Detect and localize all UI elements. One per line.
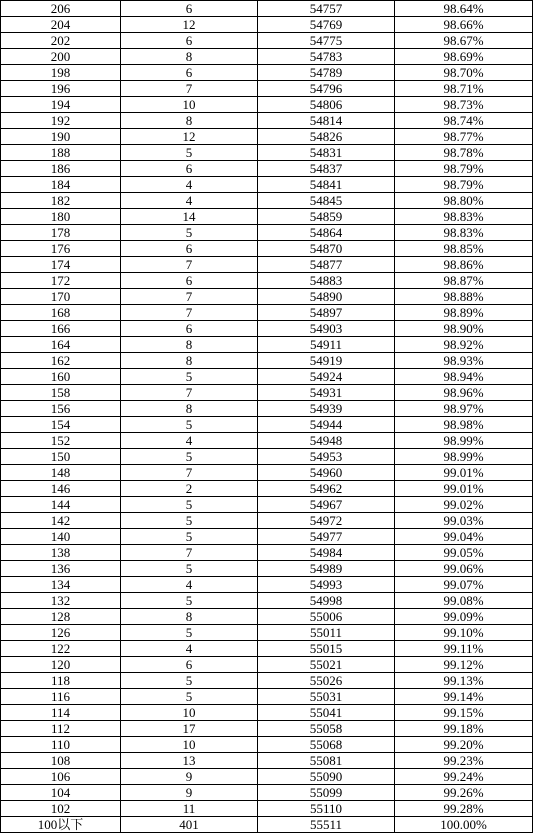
cumulative-count-cell: 54877 bbox=[258, 257, 395, 273]
count-cell: 12 bbox=[121, 129, 258, 145]
cumulative-percent-cell: 98.87% bbox=[395, 273, 533, 289]
score-cell: 168 bbox=[1, 305, 121, 321]
table-row bbox=[1, 353, 533, 369]
score-cell: 166 bbox=[1, 321, 121, 337]
count-cell: 7 bbox=[121, 257, 258, 273]
cumulative-percent-cell: 99.11% bbox=[395, 641, 533, 657]
cumulative-count-cell: 54989 bbox=[258, 561, 395, 577]
cumulative-count-cell: 55011 bbox=[258, 625, 395, 641]
score-cell: 202 bbox=[1, 33, 121, 49]
score-cell: 204 bbox=[1, 17, 121, 33]
table-row bbox=[1, 241, 533, 257]
score-cell: 176 bbox=[1, 241, 121, 257]
cumulative-percent-cell: 99.28% bbox=[395, 801, 533, 817]
cumulative-percent-cell: 98.79% bbox=[395, 161, 533, 177]
score-cell: 134 bbox=[1, 577, 121, 593]
cumulative-count-cell: 54757 bbox=[258, 1, 395, 17]
count-cell: 8 bbox=[121, 609, 258, 625]
cumulative-percent-cell: 99.13% bbox=[395, 673, 533, 689]
score-cell: 206 bbox=[1, 1, 121, 17]
table-row bbox=[1, 145, 533, 161]
count-cell: 12 bbox=[121, 17, 258, 33]
cumulative-count-cell: 55099 bbox=[258, 785, 395, 801]
cumulative-count-cell: 54977 bbox=[258, 529, 395, 545]
count-cell: 6 bbox=[121, 657, 258, 673]
cumulative-count-cell: 55068 bbox=[258, 737, 395, 753]
cumulative-count-cell: 54998 bbox=[258, 593, 395, 609]
count-cell: 5 bbox=[121, 593, 258, 609]
score-cell: 122 bbox=[1, 641, 121, 657]
cumulative-percent-cell: 99.04% bbox=[395, 529, 533, 545]
cumulative-count-cell: 55110 bbox=[258, 801, 395, 817]
count-cell: 5 bbox=[121, 673, 258, 689]
count-cell: 8 bbox=[121, 337, 258, 353]
count-cell: 7 bbox=[121, 289, 258, 305]
table-row bbox=[1, 129, 533, 145]
cumulative-count-cell: 54984 bbox=[258, 545, 395, 561]
cumulative-percent-cell: 99.14% bbox=[395, 689, 533, 705]
count-cell: 5 bbox=[121, 417, 258, 433]
cumulative-count-cell: 54845 bbox=[258, 193, 395, 209]
cumulative-percent-cell: 99.20% bbox=[395, 737, 533, 753]
score-cell: 132 bbox=[1, 593, 121, 609]
cumulative-count-cell: 55041 bbox=[258, 705, 395, 721]
score-cell: 186 bbox=[1, 161, 121, 177]
table-row bbox=[1, 225, 533, 241]
table-row bbox=[1, 689, 533, 705]
count-cell: 5 bbox=[121, 625, 258, 641]
cumulative-count-cell: 54890 bbox=[258, 289, 395, 305]
count-cell: 6 bbox=[121, 321, 258, 337]
cumulative-percent-cell: 98.99% bbox=[395, 433, 533, 449]
cumulative-percent-cell: 98.93% bbox=[395, 353, 533, 369]
cumulative-percent-cell: 98.99% bbox=[395, 449, 533, 465]
count-cell: 5 bbox=[121, 145, 258, 161]
cumulative-count-cell: 55090 bbox=[258, 769, 395, 785]
score-cell: 196 bbox=[1, 81, 121, 97]
cumulative-count-cell: 54919 bbox=[258, 353, 395, 369]
cumulative-count-cell: 54831 bbox=[258, 145, 395, 161]
count-cell: 5 bbox=[121, 513, 258, 529]
count-cell: 6 bbox=[121, 1, 258, 17]
table-row bbox=[1, 465, 533, 481]
cumulative-count-cell: 54789 bbox=[258, 65, 395, 81]
table-row bbox=[1, 273, 533, 289]
count-cell: 6 bbox=[121, 33, 258, 49]
cumulative-percent-cell: 98.77% bbox=[395, 129, 533, 145]
cumulative-count-cell: 55511 bbox=[258, 817, 395, 833]
count-cell: 13 bbox=[121, 753, 258, 769]
table-row bbox=[1, 721, 533, 737]
score-cell: 178 bbox=[1, 225, 121, 241]
cumulative-count-cell: 55006 bbox=[258, 609, 395, 625]
cumulative-percent-cell: 98.67% bbox=[395, 33, 533, 49]
score-cell: 108 bbox=[1, 753, 121, 769]
table-row bbox=[1, 641, 533, 657]
score-cell: 174 bbox=[1, 257, 121, 273]
cumulative-percent-cell: 98.98% bbox=[395, 417, 533, 433]
score-cell: 112 bbox=[1, 721, 121, 737]
cumulative-count-cell: 55031 bbox=[258, 689, 395, 705]
table-row bbox=[1, 481, 533, 497]
table-row bbox=[1, 817, 533, 833]
cumulative-percent-cell: 98.74% bbox=[395, 113, 533, 129]
score-cell: 140 bbox=[1, 529, 121, 545]
cumulative-percent-cell: 98.92% bbox=[395, 337, 533, 353]
table-row bbox=[1, 529, 533, 545]
count-cell: 8 bbox=[121, 353, 258, 369]
cumulative-percent-cell: 99.08% bbox=[395, 593, 533, 609]
table-row bbox=[1, 17, 533, 33]
count-cell: 2 bbox=[121, 481, 258, 497]
table-row bbox=[1, 593, 533, 609]
count-cell: 5 bbox=[121, 369, 258, 385]
table-row bbox=[1, 369, 533, 385]
score-cell: 114 bbox=[1, 705, 121, 721]
cumulative-count-cell: 54859 bbox=[258, 209, 395, 225]
table-row bbox=[1, 705, 533, 721]
cumulative-count-cell: 54931 bbox=[258, 385, 395, 401]
cumulative-count-cell: 54939 bbox=[258, 401, 395, 417]
score-cell: 184 bbox=[1, 177, 121, 193]
table-row bbox=[1, 737, 533, 753]
table-row bbox=[1, 657, 533, 673]
table-row bbox=[1, 177, 533, 193]
cumulative-count-cell: 55015 bbox=[258, 641, 395, 657]
table-row bbox=[1, 417, 533, 433]
cumulative-count-cell: 54948 bbox=[258, 433, 395, 449]
cumulative-percent-cell: 98.94% bbox=[395, 369, 533, 385]
count-cell: 8 bbox=[121, 113, 258, 129]
score-cell: 116 bbox=[1, 689, 121, 705]
cumulative-percent-cell: 99.02% bbox=[395, 497, 533, 513]
count-cell: 8 bbox=[121, 401, 258, 417]
cumulative-percent-cell: 99.09% bbox=[395, 609, 533, 625]
score-cell: 146 bbox=[1, 481, 121, 497]
cumulative-count-cell: 54837 bbox=[258, 161, 395, 177]
cumulative-percent-cell: 98.66% bbox=[395, 17, 533, 33]
table-row bbox=[1, 337, 533, 353]
cumulative-percent-cell: 98.73% bbox=[395, 97, 533, 113]
count-cell: 7 bbox=[121, 81, 258, 97]
count-cell: 4 bbox=[121, 577, 258, 593]
cumulative-percent-cell: 98.71% bbox=[395, 81, 533, 97]
score-cell: 188 bbox=[1, 145, 121, 161]
cumulative-percent-cell: 98.83% bbox=[395, 209, 533, 225]
cumulative-percent-cell: 99.05% bbox=[395, 545, 533, 561]
table-row bbox=[1, 385, 533, 401]
count-cell: 4 bbox=[121, 193, 258, 209]
count-cell: 5 bbox=[121, 529, 258, 545]
score-cell: 194 bbox=[1, 97, 121, 113]
score-cell: 182 bbox=[1, 193, 121, 209]
score-cell: 192 bbox=[1, 113, 121, 129]
cumulative-percent-cell: 98.85% bbox=[395, 241, 533, 257]
cumulative-percent-cell: 98.79% bbox=[395, 177, 533, 193]
cumulative-count-cell: 54953 bbox=[258, 449, 395, 465]
count-cell: 5 bbox=[121, 449, 258, 465]
table-row bbox=[1, 785, 533, 801]
table-row bbox=[1, 113, 533, 129]
cumulative-percent-cell: 99.01% bbox=[395, 481, 533, 497]
score-cell: 154 bbox=[1, 417, 121, 433]
score-cell: 104 bbox=[1, 785, 121, 801]
cumulative-count-cell: 54775 bbox=[258, 33, 395, 49]
cumulative-percent-cell: 99.01% bbox=[395, 465, 533, 481]
table-row bbox=[1, 97, 533, 113]
cumulative-percent-cell: 98.88% bbox=[395, 289, 533, 305]
cumulative-percent-cell: 98.83% bbox=[395, 225, 533, 241]
table-row bbox=[1, 305, 533, 321]
count-cell: 9 bbox=[121, 785, 258, 801]
cumulative-percent-cell: 98.89% bbox=[395, 305, 533, 321]
score-cell: 180 bbox=[1, 209, 121, 225]
score-cell: 144 bbox=[1, 497, 121, 513]
cumulative-count-cell: 54796 bbox=[258, 81, 395, 97]
cumulative-count-cell: 54883 bbox=[258, 273, 395, 289]
cumulative-percent-cell: 98.80% bbox=[395, 193, 533, 209]
table-row bbox=[1, 753, 533, 769]
count-cell: 17 bbox=[121, 721, 258, 737]
count-cell: 401 bbox=[121, 817, 258, 833]
score-cell: 164 bbox=[1, 337, 121, 353]
count-cell: 5 bbox=[121, 225, 258, 241]
cumulative-count-cell: 54826 bbox=[258, 129, 395, 145]
cumulative-percent-cell: 98.69% bbox=[395, 49, 533, 65]
cumulative-count-cell: 54783 bbox=[258, 49, 395, 65]
count-cell: 7 bbox=[121, 465, 258, 481]
cumulative-percent-cell: 99.07% bbox=[395, 577, 533, 593]
cumulative-percent-cell: 99.12% bbox=[395, 657, 533, 673]
table-row bbox=[1, 161, 533, 177]
cumulative-count-cell: 55058 bbox=[258, 721, 395, 737]
score-cell: 162 bbox=[1, 353, 121, 369]
cumulative-percent-cell: 98.97% bbox=[395, 401, 533, 417]
count-cell: 5 bbox=[121, 689, 258, 705]
count-cell: 4 bbox=[121, 641, 258, 657]
score-cell: 110 bbox=[1, 737, 121, 753]
count-cell: 7 bbox=[121, 305, 258, 321]
table-row bbox=[1, 257, 533, 273]
table-row bbox=[1, 673, 533, 689]
score-cell: 138 bbox=[1, 545, 121, 561]
table-row bbox=[1, 449, 533, 465]
cumulative-count-cell: 54903 bbox=[258, 321, 395, 337]
count-cell: 6 bbox=[121, 273, 258, 289]
cumulative-percent-cell: 99.18% bbox=[395, 721, 533, 737]
cumulative-count-cell: 54870 bbox=[258, 241, 395, 257]
score-cell: 126 bbox=[1, 625, 121, 641]
count-cell: 6 bbox=[121, 241, 258, 257]
count-cell: 14 bbox=[121, 209, 258, 225]
cumulative-count-cell: 54944 bbox=[258, 417, 395, 433]
score-cell: 198 bbox=[1, 65, 121, 81]
cumulative-percent-cell: 98.90% bbox=[395, 321, 533, 337]
table-row bbox=[1, 545, 533, 561]
cumulative-count-cell: 54911 bbox=[258, 337, 395, 353]
table-row bbox=[1, 433, 533, 449]
table-body bbox=[1, 1, 533, 833]
count-cell: 10 bbox=[121, 737, 258, 753]
cumulative-percent-cell: 98.78% bbox=[395, 145, 533, 161]
cumulative-count-cell: 54814 bbox=[258, 113, 395, 129]
score-cell: 128 bbox=[1, 609, 121, 625]
score-cell: 158 bbox=[1, 385, 121, 401]
count-cell: 7 bbox=[121, 545, 258, 561]
table-row bbox=[1, 289, 533, 305]
cumulative-count-cell: 54841 bbox=[258, 177, 395, 193]
score-cell: 136 bbox=[1, 561, 121, 577]
cumulative-percent-cell: 99.24% bbox=[395, 769, 533, 785]
cumulative-percent-cell: 99.23% bbox=[395, 753, 533, 769]
cumulative-percent-cell: 98.70% bbox=[395, 65, 533, 81]
count-cell: 6 bbox=[121, 65, 258, 81]
cumulative-count-cell: 54993 bbox=[258, 577, 395, 593]
count-cell: 5 bbox=[121, 497, 258, 513]
cumulative-count-cell: 54967 bbox=[258, 497, 395, 513]
table-row bbox=[1, 81, 533, 97]
count-cell: 9 bbox=[121, 769, 258, 785]
count-cell: 11 bbox=[121, 801, 258, 817]
cumulative-percent-cell: 99.26% bbox=[395, 785, 533, 801]
table-row bbox=[1, 321, 533, 337]
score-cell: 118 bbox=[1, 673, 121, 689]
table-row bbox=[1, 49, 533, 65]
table-row bbox=[1, 33, 533, 49]
cumulative-percent-cell: 99.15% bbox=[395, 705, 533, 721]
table-row bbox=[1, 801, 533, 817]
table-row bbox=[1, 65, 533, 81]
score-cell: 100以下 bbox=[1, 817, 121, 833]
cumulative-count-cell: 54962 bbox=[258, 481, 395, 497]
score-cell: 106 bbox=[1, 769, 121, 785]
count-cell: 10 bbox=[121, 97, 258, 113]
cumulative-count-cell: 54864 bbox=[258, 225, 395, 241]
table-row bbox=[1, 513, 533, 529]
cumulative-percent-cell: 98.96% bbox=[395, 385, 533, 401]
cumulative-percent-cell: 99.06% bbox=[395, 561, 533, 577]
cumulative-percent-cell: 98.86% bbox=[395, 257, 533, 273]
table-row bbox=[1, 193, 533, 209]
table-row bbox=[1, 497, 533, 513]
cumulative-count-cell: 54924 bbox=[258, 369, 395, 385]
count-cell: 5 bbox=[121, 561, 258, 577]
cumulative-count-cell: 54972 bbox=[258, 513, 395, 529]
score-cell: 142 bbox=[1, 513, 121, 529]
table-row bbox=[1, 625, 533, 641]
count-cell: 4 bbox=[121, 177, 258, 193]
table-row bbox=[1, 1, 533, 17]
cumulative-count-cell: 54960 bbox=[258, 465, 395, 481]
score-cell: 170 bbox=[1, 289, 121, 305]
score-cell: 152 bbox=[1, 433, 121, 449]
table-row bbox=[1, 769, 533, 785]
count-cell: 8 bbox=[121, 49, 258, 65]
score-cell: 150 bbox=[1, 449, 121, 465]
score-cell: 102 bbox=[1, 801, 121, 817]
table-row bbox=[1, 609, 533, 625]
table-row bbox=[1, 209, 533, 225]
cumulative-count-cell: 55021 bbox=[258, 657, 395, 673]
cumulative-percent-cell: 99.10% bbox=[395, 625, 533, 641]
cumulative-count-cell: 54897 bbox=[258, 305, 395, 321]
count-cell: 10 bbox=[121, 705, 258, 721]
cumulative-count-cell: 54769 bbox=[258, 17, 395, 33]
score-cell: 190 bbox=[1, 129, 121, 145]
cumulative-percent-cell: 99.03% bbox=[395, 513, 533, 529]
table-row bbox=[1, 401, 533, 417]
cumulative-count-cell: 55026 bbox=[258, 673, 395, 689]
score-cell: 156 bbox=[1, 401, 121, 417]
score-cell: 200 bbox=[1, 49, 121, 65]
table-row bbox=[1, 561, 533, 577]
cumulative-count-cell: 54806 bbox=[258, 97, 395, 113]
score-cell: 160 bbox=[1, 369, 121, 385]
cumulative-count-cell: 55081 bbox=[258, 753, 395, 769]
count-cell: 6 bbox=[121, 161, 258, 177]
count-cell: 7 bbox=[121, 385, 258, 401]
count-cell: 4 bbox=[121, 433, 258, 449]
score-cell: 120 bbox=[1, 657, 121, 673]
table-row bbox=[1, 577, 533, 593]
cumulative-percent-cell: 98.64% bbox=[395, 1, 533, 17]
cumulative-percent-cell: 100.00% bbox=[395, 817, 533, 833]
score-cell: 148 bbox=[1, 465, 121, 481]
score-cell: 172 bbox=[1, 273, 121, 289]
